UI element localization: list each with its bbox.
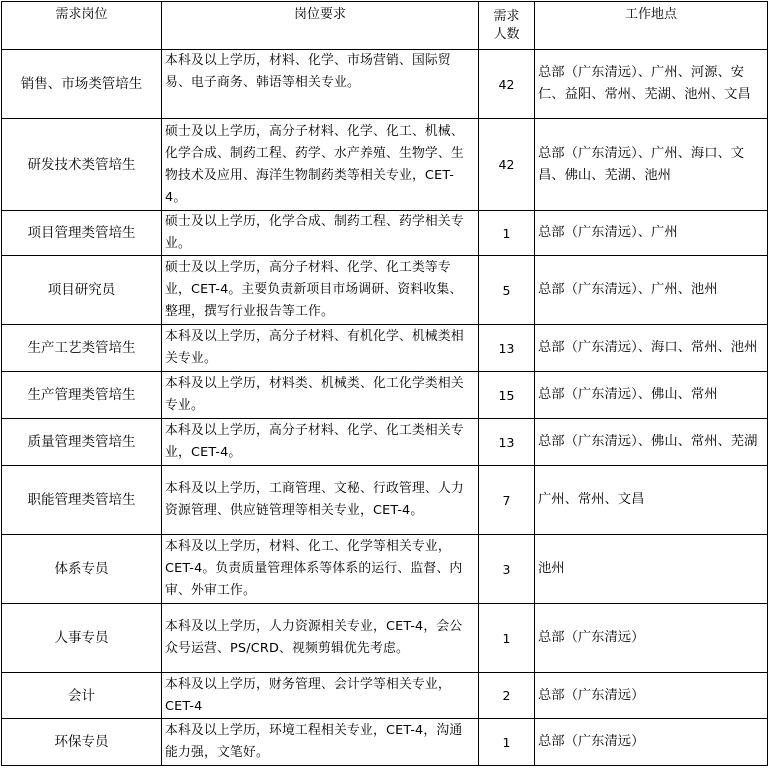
cell-requirement: 本科及以上学历，材料类、机械类、化工化学类相关专业。	[162, 372, 479, 419]
cell-count: 42	[479, 119, 535, 211]
cell-requirement: 硕士及以上学历，高分子材料、化学、化工类等专业，CET-4。主要负责新项目市场调研、资料收集、整理，撰写行业报告等工作。	[162, 256, 479, 325]
cell-position: 项目管理类管培生	[2, 211, 162, 256]
cell-count: 13	[479, 325, 535, 372]
cell-position: 环保专员	[2, 719, 162, 766]
cell-location: 总部（广东清远）	[535, 673, 768, 719]
cell-position: 项目研究员	[2, 256, 162, 325]
header-requirement: 岗位要求	[162, 2, 479, 50]
cell-location: 总部（广东清远）、佛山、常州、芜湖	[535, 419, 768, 466]
cell-count: 3	[479, 535, 535, 604]
cell-count: 2	[479, 673, 535, 719]
cell-requirement: 硕士及以上学历，化学合成、制药工程、药学相关专业。	[162, 211, 479, 256]
cell-location: 总部（广东清远）	[535, 719, 768, 766]
cell-location: 总部（广东清远）、广州、池州	[535, 256, 768, 325]
table-row	[2, 604, 768, 673]
cell-requirement: 硕士及以上学历，高分子材料、化学、化工、机械、化学合成、制药工程、药学、水产养殖、生物学、生物技术及应用、海洋生物制药类等相关专业，CET-4。	[162, 119, 479, 211]
cell-position: 生产管理类管培生	[2, 372, 162, 419]
cell-location: 广州、常州、文昌	[535, 466, 768, 535]
cell-position: 质量管理类管培生	[2, 419, 162, 466]
cell-count: 15	[479, 372, 535, 419]
cell-requirement: 本科及以上学历，环境工程相关专业，CET-4，沟通能力强，文笔好。	[162, 719, 479, 766]
cell-requirement: 本科及以上学历，财务管理、会计学等相关专业，CET-4	[162, 673, 479, 719]
table-row	[2, 211, 768, 256]
cell-count: 1	[479, 604, 535, 673]
cell-location: 总部（广东清远）、广州	[535, 211, 768, 256]
recruitment-table	[1, 1, 768, 766]
header-location: 工作地点	[535, 2, 768, 50]
table-row	[2, 466, 768, 535]
table-row	[2, 119, 768, 211]
table-header-row	[2, 2, 768, 50]
cell-position: 职能管理类管培生	[2, 466, 162, 535]
cell-count: 13	[479, 419, 535, 466]
table-row	[2, 50, 768, 119]
cell-location: 总部（广东清远）、广州、河源、安仁、益阳、常州、芜湖、池州、文昌	[535, 50, 768, 119]
cell-requirement: 本科及以上学历，高分子材料、化学、化工类相关专业，CET-4。	[162, 419, 479, 466]
cell-requirement: 本科及以上学历，材料、化工、化学等相关专业，CET-4。负责质量管理体系等体系的运行、监督、内审、外审工作。	[162, 535, 479, 604]
table-row	[2, 673, 768, 719]
cell-location: 池州	[535, 535, 768, 604]
table-row	[2, 419, 768, 466]
cell-requirement: 本科及以上学历，材料、化学、市场营销、国际贸易、电子商务、韩语等相关专业。	[162, 50, 479, 119]
cell-location: 总部（广东清远）、海口、常州、池州	[535, 325, 768, 372]
cell-count: 1	[479, 719, 535, 766]
cell-position: 销售、市场类管培生	[2, 50, 162, 119]
cell-count: 5	[479, 256, 535, 325]
table-row	[2, 719, 768, 766]
table-row	[2, 372, 768, 419]
cell-position: 研发技术类管培生	[2, 119, 162, 211]
cell-requirement: 本科及以上学历，高分子材料、有机化学、机械类相关专业。	[162, 325, 479, 372]
cell-position: 生产工艺类管培生	[2, 325, 162, 372]
cell-count: 42	[479, 50, 535, 119]
cell-location: 总部（广东清远）、佛山、常州	[535, 372, 768, 419]
table-row	[2, 325, 768, 372]
cell-position: 人事专员	[2, 604, 162, 673]
cell-requirement: 本科及以上学历，人力资源相关专业，CET-4，会公众号运营、PS/CRD、视频剪辑优先考虑。	[162, 604, 479, 673]
cell-count: 1	[479, 211, 535, 256]
cell-position: 会计	[2, 673, 162, 719]
table-row	[2, 535, 768, 604]
cell-position: 体系专员	[2, 535, 162, 604]
header-count: 需求人数	[479, 2, 535, 50]
cell-requirement: 本科及以上学历，工商管理、文秘、行政管理、人力资源管理、供应链管理等相关专业，CET-4。	[162, 466, 479, 535]
cell-location: 总部（广东清远）	[535, 604, 768, 673]
header-position: 需求岗位	[2, 2, 162, 50]
cell-location: 总部（广东清远）、广州、海口、文昌、佛山、芜湖、池州	[535, 119, 768, 211]
table-row	[2, 256, 768, 325]
cell-count: 7	[479, 466, 535, 535]
